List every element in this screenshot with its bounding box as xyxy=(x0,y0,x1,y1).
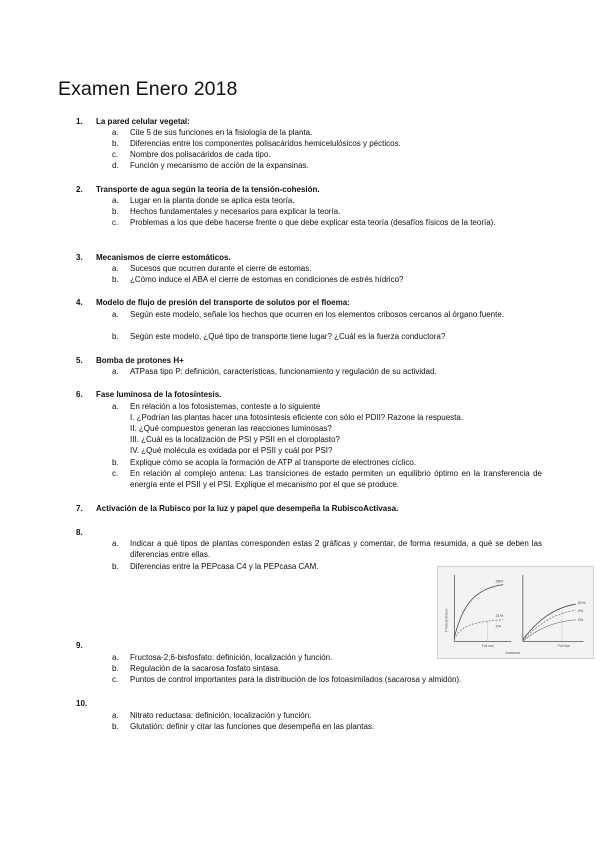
item-label: b. xyxy=(112,139,119,148)
item-text: Sucesos que ocurren durante el cierre de estomas. xyxy=(130,264,312,273)
item-label: b. xyxy=(112,722,119,731)
question-title: Transporte de agua según la teoría de la tensión-cohesión. xyxy=(96,185,320,194)
left-curve-high xyxy=(454,585,503,638)
item-label: b. xyxy=(112,275,119,284)
question-number: 2. xyxy=(76,185,83,194)
item-text: Diferencias entre la PEPcasa C4 y la PEPcasa CAM. xyxy=(130,562,319,571)
question-title: Activación de la Rubisco por la luz y papel que desempeña la RubiscoActivasa. xyxy=(96,504,399,513)
right-label-1: 21% xyxy=(577,600,586,606)
right-curve-low xyxy=(523,620,576,642)
item-text: Indicar a qué tipos de plantas corresponden estas 2 gráficas y comentar, de forma resumida, a qué se deben las diferencias entre ellas. xyxy=(130,539,542,559)
question-number: 9. xyxy=(76,641,83,650)
item-text: Explique cómo se acopla la formación de ATP al transporte de electrones cíclico. xyxy=(130,458,417,467)
question-number: 8. xyxy=(76,528,83,537)
right-label-3: 2% xyxy=(577,616,584,622)
left-label-3: 2% xyxy=(495,623,502,629)
y-axis-label: Photosynthesis xyxy=(444,608,449,632)
item-label: a. xyxy=(112,402,119,411)
sub-question: IV. ¿Qué molécula es oxidada por el PSII y cuál por PSI? xyxy=(130,446,333,455)
question-number: 3. xyxy=(76,253,83,262)
sub-question: I. ¿Podrían las plantas hacer una fotosíntesis eficiente con sólo el PDII? Razone la respuesta. xyxy=(130,413,464,422)
item-text: Problemas a los que debe hacerse frente o que debe explicar esta teoría (desafíos físicos de la teoría). xyxy=(130,218,496,227)
item-label: b. xyxy=(112,664,119,673)
right-curve-high xyxy=(523,604,576,639)
right-label-2: 2% xyxy=(577,608,584,614)
item-text: Cite 5 de sus funciones en la fisiología de la planta. xyxy=(130,128,313,137)
item-label: a. xyxy=(112,653,119,662)
item-label: c. xyxy=(112,218,119,227)
item-label: b. xyxy=(112,458,119,467)
graphs-svg xyxy=(438,567,593,658)
item-text: Glutatión: definir y citar las funciones que desempeña en las plantas. xyxy=(130,722,375,731)
left-label-1: 28% xyxy=(495,578,504,584)
item-label: a. xyxy=(112,128,119,137)
item-label: a. xyxy=(112,264,119,273)
question-number: 6. xyxy=(76,390,83,399)
item-label: b. xyxy=(112,332,119,341)
left-label-2: 21% xyxy=(495,612,504,618)
question-number: 4. xyxy=(76,298,83,307)
item-text: Lugar en la planta donde se aplica esta teoría. xyxy=(130,196,295,205)
item-text: Puntos de control importantes para la distribución de los fotoasimilados (sacarosa y almidón). xyxy=(130,675,462,684)
question-title: La pared celular vegetal: xyxy=(96,117,190,126)
question-number: 1. xyxy=(76,117,83,126)
item-label: a. xyxy=(112,310,119,319)
photosynthesis-irradiance-graphs xyxy=(437,566,594,659)
item-label: a. xyxy=(112,539,119,548)
item-text: Fructosa-2,6-bisfosfato: definición, localización y función. xyxy=(130,653,333,662)
item-text: En relación al complejo antena: Las transiciones de estado permiten un equilibrio óptimo en la transferencia de energía ente el PSII y el PSI. Explique el mecanismo por el que se produce. xyxy=(130,469,542,489)
item-text: Según este modelo, ¿Qué tipo de transporte tiene lugar? ¿Cuál es la fuerza conductora? xyxy=(130,332,446,341)
item-label: c. xyxy=(112,150,119,159)
item-text: ¿Cómo induce el ABA el cierre de estomas en condiciones de estrés hídrico? xyxy=(130,275,404,284)
question-title: Bomba de protones H+ xyxy=(96,356,184,365)
item-label: a. xyxy=(112,367,119,376)
item-text: En relación a los fotosistemas, conteste a lo siguiente xyxy=(130,402,321,411)
item-label: d. xyxy=(112,161,119,170)
left-x-tick: Full sun xyxy=(481,644,494,649)
item-text: Hechos fundamentales y necesarios para explicar la teoría. xyxy=(130,207,341,216)
item-label: c. xyxy=(112,469,119,478)
item-text: Función y mecanismo de acción de la expansinas. xyxy=(130,161,309,170)
item-text: Diferencias entre los componentes polisacáridos hemicelulósicos y pécticos. xyxy=(130,139,401,148)
question-title: Mecanismos de cierre estomáticos. xyxy=(96,253,231,262)
question-title: Modelo de flujo de presión del transporte de solutos por el floema: xyxy=(96,298,350,307)
question-title: Fase luminosa de la fotosíntesis. xyxy=(96,390,222,399)
x-axis-label: Irradiance xyxy=(505,651,521,656)
item-text: ATPasa tipo P: definición, características, funcionamiento y regulación de su actividad. xyxy=(130,367,437,376)
item-label: b. xyxy=(112,562,119,571)
item-text: Según este modelo, señale los hechos que ocurren en los elementos cribosos cercanos al órgano fuente. xyxy=(130,310,505,319)
question-number: 7. xyxy=(76,504,83,513)
page-title: Examen Enero 2018 xyxy=(58,78,238,100)
sub-question: III. ¿Cuál es la localización de PSI y PSII en el cloroplasto? xyxy=(130,435,340,444)
item-text: Nombre dos polisacáridos de cada tipo. xyxy=(130,150,271,159)
item-label: c. xyxy=(112,675,119,684)
item-label: b. xyxy=(112,207,119,216)
item-label: a. xyxy=(112,196,119,205)
question-number: 10. xyxy=(76,699,88,708)
item-label: a. xyxy=(112,711,119,720)
item-text: Nitrato reductasa: definición, localización y función. xyxy=(130,711,312,720)
sub-question: II. ¿Qué compuestos generan las reacciones luminosas? xyxy=(130,424,332,433)
right-x-tick: Full sun xyxy=(558,644,571,649)
item-text: Regulación de la sacarosa fosfato sintasa. xyxy=(130,664,281,673)
question-number: 5. xyxy=(76,356,83,365)
